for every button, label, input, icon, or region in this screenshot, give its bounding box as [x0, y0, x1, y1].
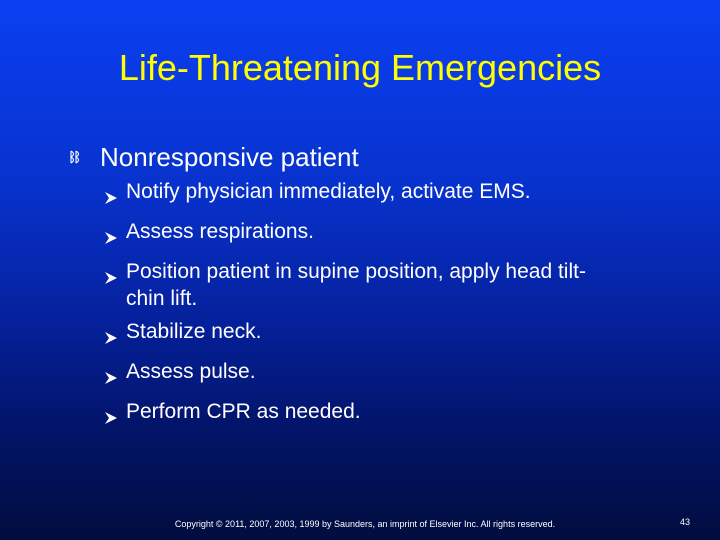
list-item [104, 178, 664, 212]
footer-copyright: Copyright © 2011, 2007, 2003, 1999 by Saunders, an imprint of Elsevier Inc. All rights reserved. [174, 519, 556, 529]
wingding-bullet-icon [68, 140, 100, 169]
list-item-text: Assess pulse. [126, 360, 256, 383]
arrow-bullet-icon [104, 358, 126, 392]
slide-title: Life-Threatening Emergencies [118, 47, 602, 88]
list-item-text: Assess respirations. [126, 220, 314, 243]
list-item-text: Notify physician immediately, activate EMS. [126, 180, 531, 203]
list-item [104, 318, 664, 352]
main-bullet-text: Nonresponsive patient [100, 142, 359, 172]
arrow-bullet-icon [104, 258, 126, 292]
main-bullet [68, 140, 688, 174]
page-number: 43 [679, 517, 690, 527]
list-item [104, 398, 664, 432]
list-item-text: Perform CPR as needed. [126, 400, 361, 423]
arrow-bullet-icon [104, 178, 126, 212]
arrow-bullet-icon [104, 398, 126, 432]
sub-bullet-list [104, 178, 664, 438]
list-item [104, 258, 664, 312]
list-item-text: Stabilize neck. [126, 320, 262, 343]
list-item-text: Position patient in supine position, apply head tilt-chin lift. [126, 260, 586, 310]
arrow-bullet-icon [104, 318, 126, 352]
arrow-bullet-icon [104, 218, 126, 252]
list-item [104, 358, 664, 392]
list-item [104, 218, 664, 252]
